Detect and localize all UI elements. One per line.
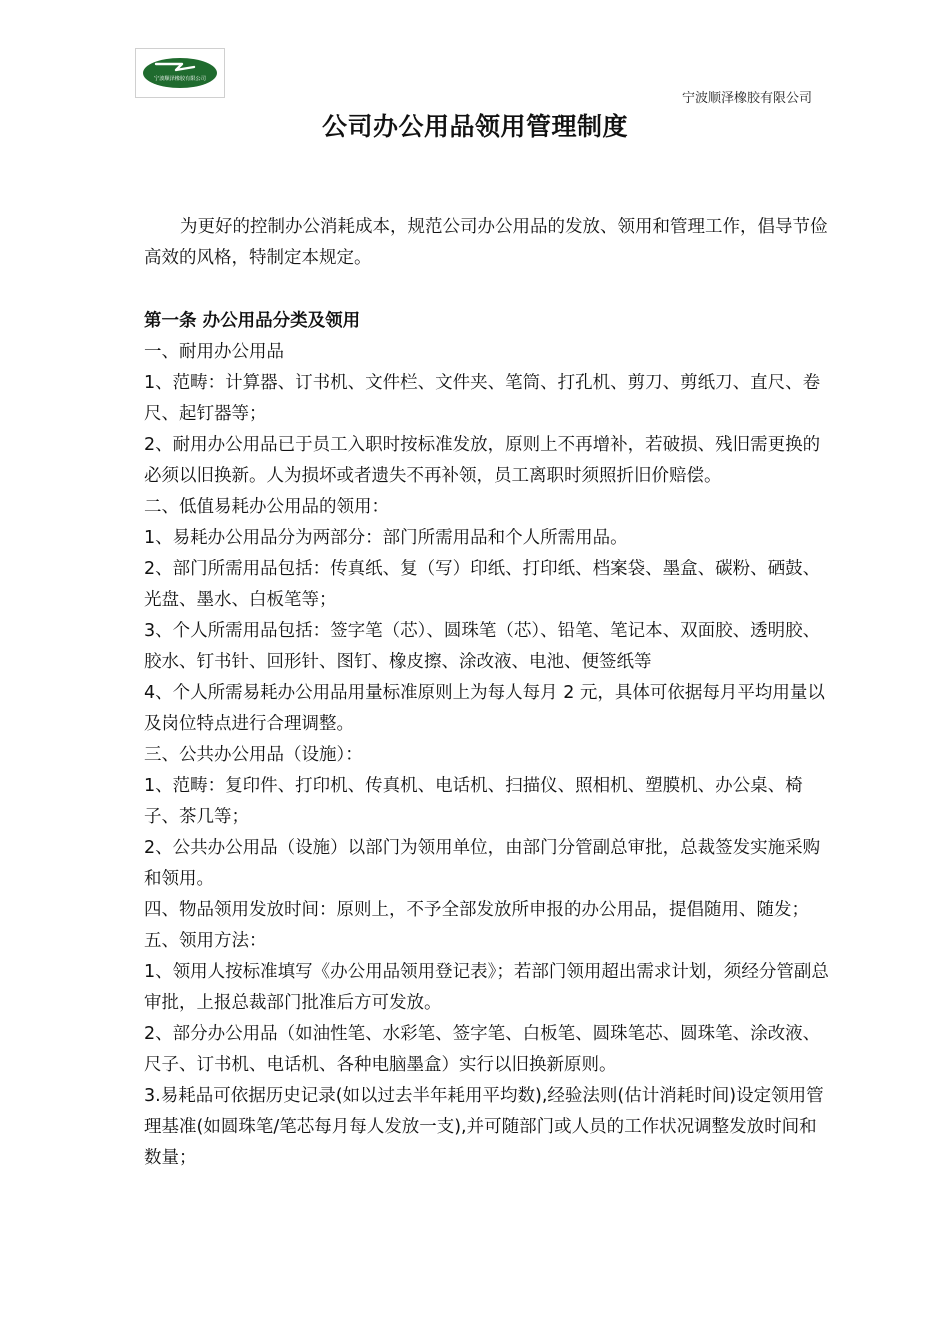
list-item: 1、领用人按标准填写《办公用品领用登记表》；若部门领用超出需求计划，须经分管副总审批，上报总裁部门批准后方可发放。 <box>144 962 829 1013</box>
subsection-heading: 三、公共办公用品（设施）： <box>144 745 363 765</box>
list-item: 2、耐用办公用品已于员工入职时按标准发放，原则上不再增补，若破损、残旧需更换的必须以旧换新。人为损坏或者遗失不再补领，员工离职时须照折旧价赔偿。 <box>144 435 821 486</box>
list-item: 2、公共办公用品（设施）以部门为领用单位，由部门分管副总审批，总裁签发实施采购和领用。 <box>144 838 821 889</box>
document-title: 公司办公用品领用管理制度 <box>321 112 628 141</box>
list-item: 2、部门所需用品包括：传真纸、复（写）印纸、打印纸、档案袋、墨盒、碳粉、硒鼓、光盘、墨水、白板笔等； <box>144 559 821 610</box>
logo-text: 宁波顺泽橡胶有限公司 <box>154 76 206 82</box>
list-item: 1、范畴：计算器、订书机、文件栏、文件夹、笔筒、打孔机、剪刀、剪纸刀、直尺、卷尺、起钉器等； <box>144 373 821 424</box>
logo-emblem-icon <box>136 49 224 97</box>
document-body <box>144 212 834 1174</box>
subsection-heading: 一、耐用办公用品 <box>144 342 284 362</box>
spacer <box>144 274 834 306</box>
list-item: 1、范畴：复印件、打印机、传真机、电话机、扫描仪、照相机、塑膜机、办公桌、椅子、茶几等； <box>144 776 803 827</box>
subsection-heading: 五、领用方法： <box>144 931 267 951</box>
list-item: 3.易耗品可依据历史记录(如以过去半年耗用平均数),经验法则(估计消耗时间)设定领用管理基准(如圆珠笔/笔芯每月每人发放一支),并可随部门或人员的工作状况调整发放时间和数量； <box>144 1086 824 1168</box>
subsection-heading: 二、低值易耗办公用品的领用： <box>144 497 389 517</box>
subsection-heading: 四、物品领用发放时间：原则上，不予全部发放所申报的办公用品，提倡随用、随发； <box>144 900 809 920</box>
list-item: 4、个人所需易耗办公用品用量标准原则上为每人每月 2 元，具体可依据每月平均用量以及岗位特点进行合理调整。 <box>144 683 825 734</box>
company-logo <box>135 48 225 98</box>
company-name: 宁波顺泽橡胶有限公司 <box>681 91 812 106</box>
list-item: 3、个人所需用品包括：签字笔（芯）、圆珠笔（芯）、铅笔、笔记本、双面胶、透明胶、胶水、钉书针、回形针、图钉、橡皮擦、涂改液、电池、便签纸等 <box>144 621 821 672</box>
intro-paragraph: 为更好的控制办公消耗成本，规范公司办公用品的发放、领用和管理工作，倡导节俭高效的风格，特制定本规定。 <box>144 217 828 268</box>
list-item: 2、部分办公用品（如油性笔、水彩笔、签字笔、白板笔、圆珠笔芯、圆珠笔、涂改液、尺子、订书机、电话机、各种电脑墨盒）实行以旧换新原则。 <box>144 1024 821 1075</box>
list-item: 1、易耗办公用品分为两部分：部门所需用品和个人所需用品。 <box>144 528 628 548</box>
section-heading: 第一条 办公用品分类及领用 <box>144 311 361 331</box>
